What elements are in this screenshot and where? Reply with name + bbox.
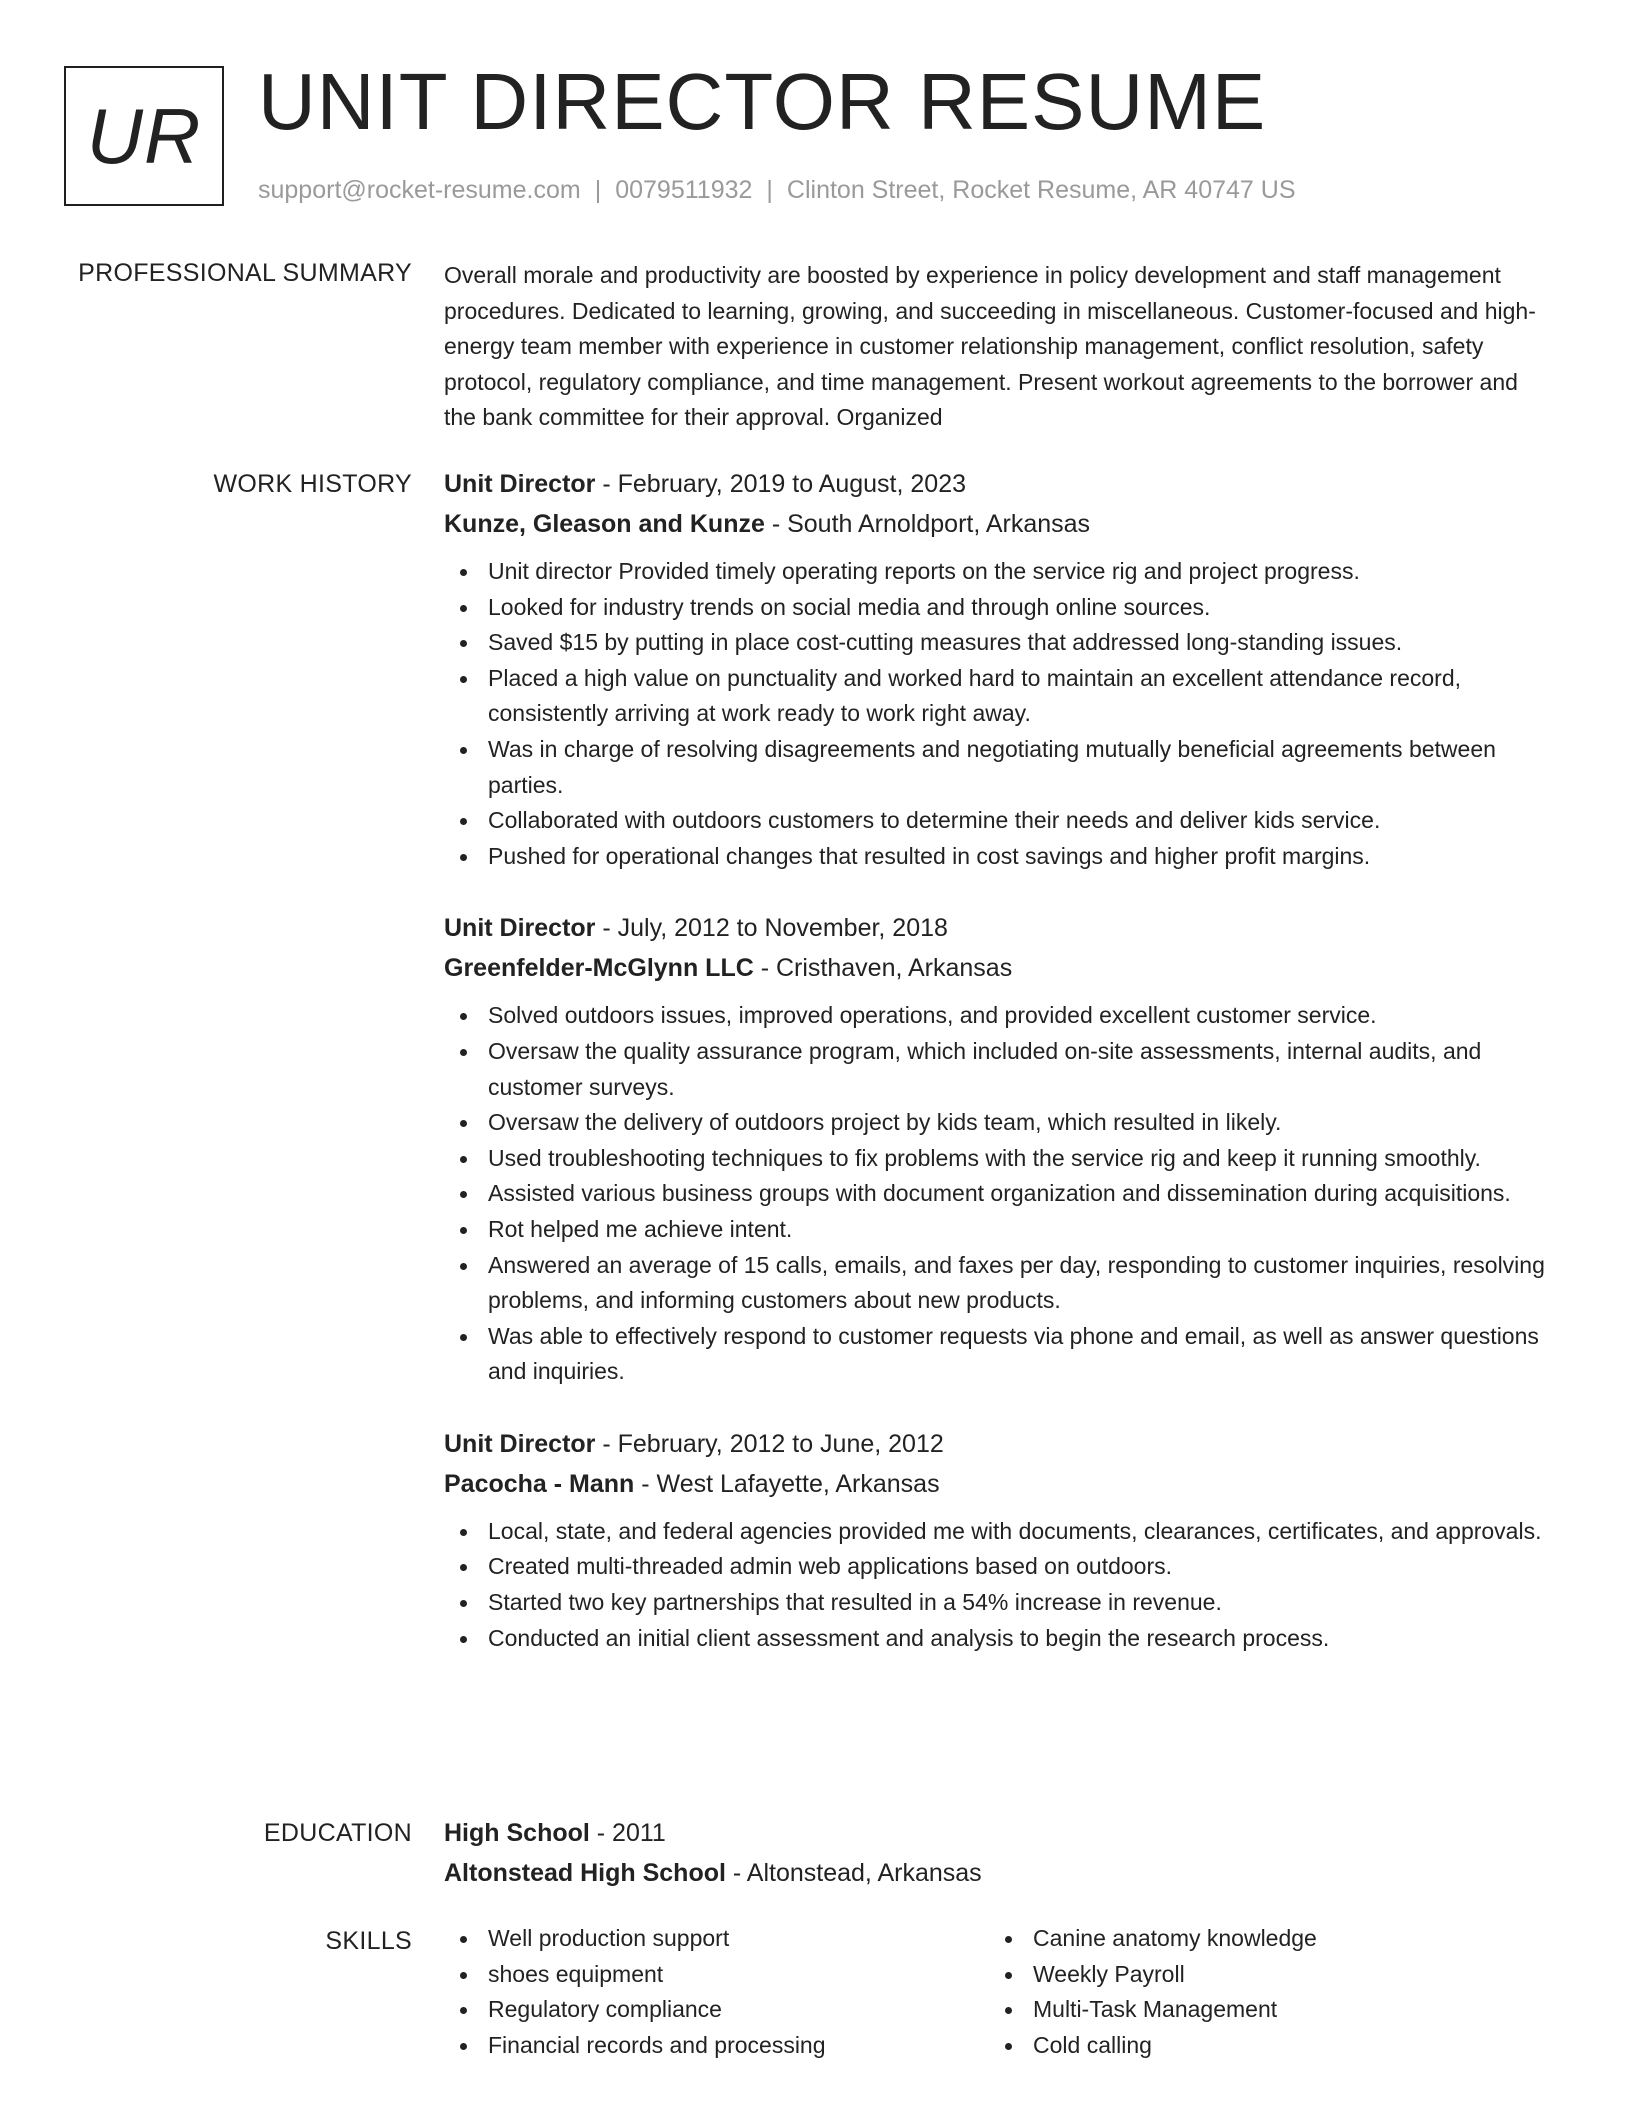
skill-item: Multi-Task Management — [989, 1992, 1534, 2028]
resume-title: UNIT DIRECTOR RESUME — [258, 57, 1267, 146]
job-entry — [444, 1424, 1554, 1656]
job-bullet: Looked for industry trends on social media and through online sources. — [444, 590, 1554, 626]
job-bullet: Placed a high value on punctuality and worked hard to maintain an excellent attendance record, consistently arriving at work ready to work right away. — [444, 661, 1554, 732]
skill-item: Well production support — [444, 1921, 989, 1957]
section-label-skills: SKILLS — [325, 1927, 412, 1955]
jobs-list — [444, 464, 1554, 1656]
section-label-education: EDUCATION — [263, 1819, 412, 1847]
job-entry — [444, 908, 1554, 1390]
skill-item: Weekly Payroll — [989, 1957, 1534, 1993]
job-title: Unit Director — [444, 914, 596, 943]
contact-line — [258, 174, 1296, 206]
education-location: - Altonstead, Arkansas — [725, 1859, 982, 1887]
job-bullet: Created multi-threaded admin web applications based on outdoors. — [444, 1549, 1554, 1585]
monogram-logo — [64, 66, 224, 206]
skill-item: Cold calling — [989, 2028, 1534, 2064]
job-bullet-list — [444, 554, 1554, 874]
job-title-line — [444, 1424, 1554, 1464]
education-body — [444, 1813, 1554, 1893]
job-title: Unit Director — [444, 470, 596, 498]
education-degree: High School — [444, 1819, 590, 1847]
job-title-line — [444, 908, 1554, 948]
job-bullet: Oversaw the quality assurance program, which included on-site assessments, internal audits, and customer surveys. — [444, 1034, 1554, 1105]
skills-grid — [444, 1921, 1554, 2063]
job-entry — [444, 464, 1554, 874]
education-year: - 2011 — [589, 1819, 666, 1847]
section-label-work-history: WORK HISTORY — [213, 470, 412, 498]
job-title-line — [444, 464, 1554, 504]
skills-body — [444, 1921, 1554, 2063]
work-history-body — [444, 464, 1554, 1690]
contact-address: Clinton Street, Rocket Resume, AR 40747 US — [786, 176, 1296, 204]
skills-list-left — [444, 1921, 989, 2063]
job-bullet: Unit director Provided timely operating reports on the service rig and project progress. — [444, 554, 1554, 590]
monogram-initials: UR — [86, 91, 202, 180]
job-bullet: Local, state, and federal agencies provided me with documents, clearances, certificates, and approvals. — [444, 1514, 1554, 1550]
job-company-line — [444, 1464, 1554, 1504]
job-company-line — [444, 504, 1554, 544]
education-school: Altonstead High School — [444, 1859, 726, 1887]
job-company: Pacocha - Mann — [444, 1469, 635, 1498]
job-bullet: Used troubleshooting techniques to fix problems with the service rig and keep it running smoothly. — [444, 1141, 1554, 1177]
job-bullet: Conducted an initial client assessment and analysis to begin the research process. — [444, 1621, 1554, 1657]
job-bullet: Assisted various business groups with document organization and dissemination during acquisitions. — [444, 1176, 1554, 1212]
job-title: Unit Director — [444, 1429, 596, 1458]
skill-item: Regulatory compliance — [444, 1992, 989, 2028]
job-bullet: Oversaw the delivery of outdoors project by kids team, which resulted in likely. — [444, 1105, 1554, 1141]
job-bullet: Was in charge of resolving disagreements and negotiating mutually beneficial agreements between parties. — [444, 732, 1554, 803]
section-label-summary: PROFESSIONAL SUMMARY — [78, 259, 412, 287]
job-bullet: Started two key partnerships that resulted in a 54% increase in revenue. — [444, 1585, 1554, 1621]
skill-item: Financial records and processing — [444, 2028, 989, 2064]
summary-text: Overall morale and productivity are boosted by experience in policy development and staff management procedures. Dedicated to learning, growing, and succeeding in miscellaneous. Customer-focused and high-energy team member with experience in customer relationship management, conflict resolution, safety protocol, regulatory compliance, and time management. Present workout agreements to the borrower and the bank committee for their approval. Organized — [444, 262, 1536, 431]
education-school-line — [444, 1853, 1554, 1893]
job-location: - South Arnoldport, Arkansas — [764, 510, 1091, 538]
job-bullet-list — [444, 1514, 1554, 1656]
job-bullet: Pushed for operational changes that resulted in cost savings and higher profit margins. — [444, 839, 1554, 875]
skills-list-right — [989, 1921, 1534, 2063]
job-bullet-list — [444, 998, 1554, 1390]
job-dates: - February, 2019 to August, 2023 — [595, 470, 967, 498]
contact-separator: | — [766, 176, 773, 204]
job-company: Kunze, Gleason and Kunze — [444, 510, 765, 538]
skills-column-right — [989, 1921, 1534, 2063]
job-location: - Cristhaven, Arkansas — [753, 954, 1013, 983]
summary-body — [444, 258, 1554, 436]
job-bullet: Was able to effectively respond to customer requests via phone and email, as well as answer questions and inquiries. — [444, 1319, 1554, 1390]
job-bullet: Collaborated with outdoors customers to determine their needs and deliver kids service. — [444, 803, 1554, 839]
skill-item: shoes equipment — [444, 1957, 989, 1993]
contact-email[interactable]: support@rocket-resume.com — [258, 176, 581, 204]
education-degree-line — [444, 1813, 1554, 1853]
job-bullet: Answered an average of 15 calls, emails, and faxes per day, responding to customer inquiries, resolving problems, and informing customers about new products. — [444, 1248, 1554, 1319]
skill-item: Canine anatomy knowledge — [989, 1921, 1534, 1957]
job-dates: - July, 2012 to November, 2018 — [595, 914, 948, 943]
job-bullet: Rot helped me achieve intent. — [444, 1212, 1554, 1248]
job-dates: - February, 2012 to June, 2012 — [595, 1429, 944, 1458]
skills-column-left — [444, 1921, 989, 2063]
job-location: - West Lafayette, Arkansas — [634, 1469, 940, 1498]
contact-separator: | — [594, 176, 602, 204]
job-bullet: Solved outdoors issues, improved operations, and provided excellent customer service. — [444, 998, 1554, 1034]
contact-phone[interactable]: 0079511932 — [615, 176, 753, 204]
job-company: Greenfelder-McGlynn LLC — [444, 954, 754, 983]
job-bullet: Saved $15 by putting in place cost-cutting measures that addressed long-standing issues. — [444, 625, 1554, 661]
job-company-line — [444, 948, 1554, 988]
